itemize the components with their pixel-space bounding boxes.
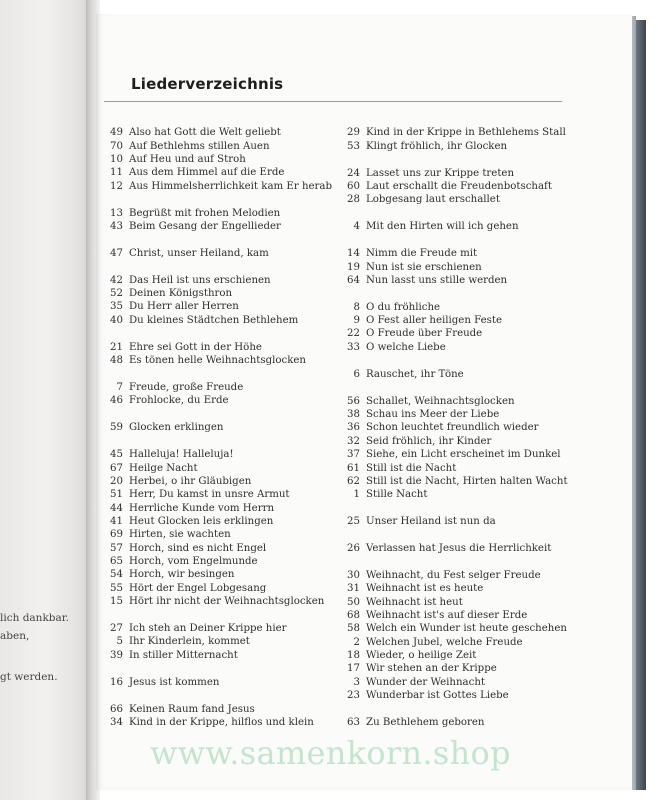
song-title: In stiller Mitternacht <box>129 650 238 661</box>
song-number: 16 <box>110 677 123 688</box>
left-page-text-line-3: gt werden. <box>0 671 58 683</box>
song-title: Wunder der Weihnacht <box>366 677 485 688</box>
song-number: 26 <box>347 543 360 554</box>
song-title: Zu Bethlehem geboren <box>366 717 485 728</box>
song-title: Stille Nacht <box>366 489 428 500</box>
song-title: Heut Glocken leis erklingen <box>129 516 274 527</box>
song-number: 46 <box>110 395 123 406</box>
song-title: Du kleines Städtchen Bethlehem <box>129 315 299 326</box>
song-title: Schallet, Weihnachtsglocken <box>366 396 515 407</box>
song-title: Welch ein Wunder ist heute geschehen <box>366 623 567 634</box>
song-number: 68 <box>347 610 360 621</box>
song-number: 67 <box>110 463 123 474</box>
song-number: 32 <box>347 436 360 447</box>
song-title: Frohlocke, du Erde <box>129 395 229 406</box>
song-title: Welchen Jubel, welche Freude <box>366 637 523 648</box>
song-title: Schon leuchtet freundlich wieder <box>366 422 539 433</box>
song-title: Du Herr aller Herren <box>129 301 239 312</box>
song-number: 44 <box>110 503 123 514</box>
song-title: Hört der Engel Lobgesang <box>129 583 267 594</box>
song-number: 21 <box>110 342 123 353</box>
song-title: Ehre sei Gott in der Höhe <box>129 342 262 353</box>
song-title: Ihr Kinderlein, kommet <box>129 636 250 647</box>
song-title: Verlassen hat Jesus die Herrlichkeit <box>366 543 552 554</box>
song-title: Das Heil ist uns erschienen <box>129 275 271 286</box>
song-number: 65 <box>110 556 123 567</box>
song-number: 13 <box>110 208 123 219</box>
song-number: 4 <box>353 221 360 232</box>
song-number: 66 <box>110 704 123 715</box>
song-title: Beim Gesang der Engellieder <box>129 221 281 232</box>
left-page <box>0 0 92 800</box>
song-number: 64 <box>347 275 360 286</box>
song-title: Siehe, ein Licht erscheinet im Dunkel <box>366 449 561 460</box>
song-title: Deinen Königsthron <box>129 288 233 299</box>
song-title: Es tönen helle Weihnachtsglocken <box>129 355 306 366</box>
song-title: Klingt fröhlich, ihr Glocken <box>366 141 508 152</box>
song-title: Wieder, o heilige Zeit <box>366 650 477 661</box>
song-title: Nun ist sie erschienen <box>366 262 482 273</box>
song-title: Laut erschallt die Freudenbotschaft <box>366 181 552 192</box>
song-title: Halleluja! Halleluja! <box>129 449 234 460</box>
song-number: 53 <box>347 141 360 152</box>
song-title: Herr, Du kamst in unsre Armut <box>129 489 290 500</box>
song-title: Horch, wir besingen <box>129 569 235 580</box>
song-number: 7 <box>116 382 123 393</box>
song-number: 24 <box>347 168 360 179</box>
song-number: 5 <box>116 636 123 647</box>
song-number: 31 <box>347 583 360 594</box>
song-number: 35 <box>110 301 123 312</box>
song-number: 38 <box>347 409 360 420</box>
song-number: 10 <box>110 154 123 165</box>
title-divider <box>104 101 562 102</box>
song-number: 2 <box>353 637 360 648</box>
song-number: 33 <box>347 342 360 353</box>
song-number: 61 <box>347 463 360 474</box>
song-number: 59 <box>110 422 123 433</box>
watermark: www.samenkorn.shop <box>150 734 511 772</box>
song-title: Herrliche Kunde vom Herrn <box>129 503 275 514</box>
song-title: Seid fröhlich, ihr Kinder <box>366 436 492 447</box>
left-page-text-line-1: lich dankbar. <box>0 612 69 624</box>
song-title: Horch, sind es nicht Engel <box>129 543 267 554</box>
song-number: 18 <box>347 650 360 661</box>
song-number: 69 <box>110 529 123 540</box>
song-number: 20 <box>110 476 123 487</box>
song-number: 34 <box>110 717 123 728</box>
song-number: 3 <box>353 677 360 688</box>
song-title: Unser Heiland ist nun da <box>366 516 496 527</box>
song-number: 43 <box>110 221 123 232</box>
song-title: Weihnacht ist's auf dieser Erde <box>366 610 528 621</box>
song-title: Glocken erklingen <box>129 422 224 433</box>
song-title: Ich steh an Deiner Krippe hier <box>129 623 287 634</box>
song-title: Horch, vom Engelmunde <box>129 556 258 567</box>
song-number: 28 <box>347 194 360 205</box>
song-number: 15 <box>110 596 123 607</box>
song-title: Rauschet, ihr Töne <box>366 369 464 380</box>
song-title: Still ist die Nacht <box>366 463 457 474</box>
song-number: 1 <box>353 489 360 500</box>
song-number: 27 <box>110 623 123 634</box>
book-cover-edge <box>636 20 646 790</box>
song-number: 47 <box>110 248 123 259</box>
song-number: 62 <box>347 476 360 487</box>
song-title: Aus dem Himmel auf die Erde <box>129 167 285 178</box>
song-title: Herbei, o ihr Gläubigen <box>129 476 252 487</box>
song-number: 60 <box>347 181 360 192</box>
song-title: Kind in der Krippe, hilflos und klein <box>129 717 314 728</box>
song-number: 48 <box>110 355 123 366</box>
left-page-text-line-2: aben, <box>0 630 30 642</box>
song-title: Begrüßt mit frohen Melodien <box>129 208 281 219</box>
song-title: Also hat Gott die Welt geliebt <box>129 127 281 138</box>
song-number: 57 <box>110 543 123 554</box>
song-title: Weihnacht ist es heute <box>366 583 484 594</box>
song-title: O du fröhliche <box>366 302 441 313</box>
song-title: Lasset uns zur Krippe treten <box>366 168 515 179</box>
song-title: Aus Himmelsherrlichkeit kam Er herab <box>129 181 333 192</box>
song-number: 63 <box>347 717 360 728</box>
song-number: 52 <box>110 288 123 299</box>
song-title: Lobgesang laut erschallet <box>366 194 500 205</box>
song-title: Wir stehen an der Krippe <box>366 663 497 674</box>
song-title: Heilge Nacht <box>129 463 198 474</box>
song-title: Jesus ist kommen <box>129 677 220 688</box>
song-title: Weihnacht ist heut <box>366 597 463 608</box>
song-number: 23 <box>347 690 360 701</box>
song-title: Auf Bethlehms stillen Auen <box>129 141 270 152</box>
song-number: 41 <box>110 516 123 527</box>
song-title: Kind in der Krippe in Bethlehems Stall <box>366 127 566 138</box>
song-number: 19 <box>347 262 360 273</box>
song-number: 58 <box>347 623 360 634</box>
song-title: Christ, unser Heiland, kam <box>129 248 269 259</box>
song-title: O Freude über Freude <box>366 328 483 339</box>
song-number: 39 <box>110 650 123 661</box>
song-title: Schau ins Meer der Liebe <box>366 409 500 420</box>
song-number: 9 <box>353 315 360 326</box>
song-number: 70 <box>110 141 123 152</box>
song-number: 40 <box>110 315 123 326</box>
song-title: Auf Heu und auf Stroh <box>129 154 246 165</box>
song-number: 37 <box>347 449 360 460</box>
song-title: Mit den Hirten will ich gehen <box>366 221 519 232</box>
song-number: 22 <box>347 328 360 339</box>
song-number: 17 <box>347 663 360 674</box>
song-title: Hört ihr nicht der Weihnachtsglocken <box>129 596 325 607</box>
song-number: 6 <box>353 369 360 380</box>
song-number: 12 <box>110 181 123 192</box>
song-title: O welche Liebe <box>366 342 446 353</box>
song-title: Keinen Raum fand Jesus <box>129 704 255 715</box>
page-title: Liederverzeichnis <box>131 75 284 93</box>
song-number: 50 <box>347 597 360 608</box>
song-title: Wunderbar ist Gottes Liebe <box>366 690 509 701</box>
song-number: 54 <box>110 569 123 580</box>
song-number: 11 <box>110 167 123 178</box>
song-number: 51 <box>110 489 123 500</box>
song-title: Nun lasst uns stille werden <box>366 275 508 286</box>
song-number: 42 <box>110 275 123 286</box>
song-number: 14 <box>347 248 360 259</box>
song-title: Still ist die Nacht, Hirten halten Wacht <box>366 476 568 487</box>
song-title: Weihnacht, du Fest selger Freude <box>366 570 541 581</box>
song-number: 30 <box>347 570 360 581</box>
song-title: Nimm die Freude mit <box>366 248 478 259</box>
song-title: Hirten, sie wachten <box>129 529 231 540</box>
song-number: 36 <box>347 422 360 433</box>
song-title: O Fest aller heiligen Feste <box>366 315 503 326</box>
song-title: Freude, große Freude <box>129 382 244 393</box>
song-number: 45 <box>110 449 123 460</box>
song-number: 8 <box>353 302 360 313</box>
song-number: 25 <box>347 516 360 527</box>
song-number: 29 <box>347 127 360 138</box>
song-number: 55 <box>110 583 123 594</box>
song-number: 56 <box>347 396 360 407</box>
song-number: 49 <box>110 127 123 138</box>
